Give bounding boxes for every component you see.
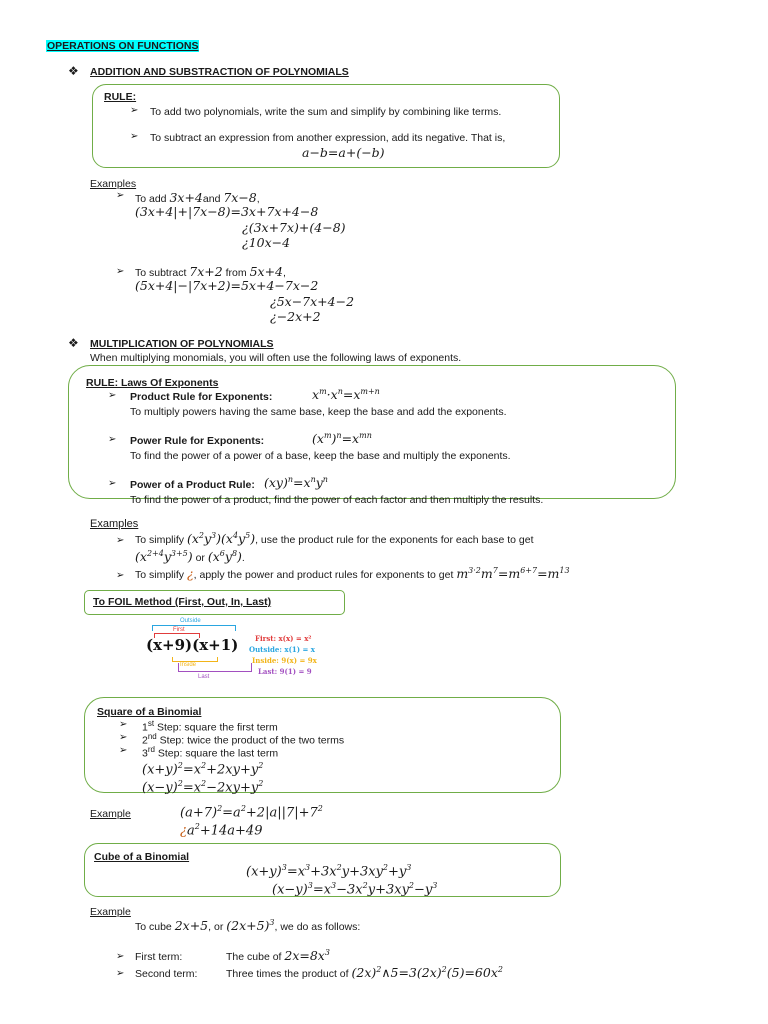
square-binomial-label: Square of a Binomial: [97, 706, 202, 718]
multiplication-intro: When multiplying monomials, you will often use the following laws of exponents.: [90, 352, 462, 364]
rule-item-subtract: To subtract an expression from another expression, add its negative. That is,: [150, 132, 506, 144]
foil-last-bracket: [178, 663, 252, 672]
arrow-bullet-icon: ➢: [130, 131, 139, 142]
arrow-bullet-icon: ➢: [108, 434, 117, 445]
product-power-rule-label: Power of a Product Rule:: [130, 479, 255, 491]
rule-laws-label: RULE: Laws Of Exponents: [86, 377, 219, 389]
cube-binomial-label: Cube of a Binomial: [94, 851, 190, 863]
rule-formula: a−b=a+(−b): [302, 145, 385, 160]
square-binomial-content: [86, 699, 557, 796]
first-term-text: The cube of $2x=8x^3$: [226, 948, 330, 964]
product-rule-desc: To multiply powers having the same base, keep the base and add the exponents.: [130, 406, 507, 418]
arrow-bullet-icon: ➢: [116, 968, 125, 979]
arrow-bullet-icon: ➢: [116, 951, 125, 962]
section-heading-add-sub: ADDITION AND SUBSTRACTION OF POLYNOMIALS: [90, 66, 349, 78]
foil-diagram: [142, 618, 342, 684]
section-heading-multiplication: MULTIPLICATION OF POLYNOMIALS: [90, 338, 274, 350]
square-example-line-1: $(a+7)^2=a^2+2|a||7|+7^2$: [180, 804, 323, 821]
power-rule-desc: To find the power of a power of a base, keep the base and multiply the exponents.: [130, 450, 511, 462]
second-term-label: Second term:: [135, 968, 198, 980]
cube-formula-sum: $(x+y)^3=x^3+3x^2y+3xy^2+y^3$: [246, 863, 412, 880]
rule-item-add: To add two polynomials, write the sum and simplify by combining like terms.: [150, 106, 502, 118]
arrow-bullet-icon: ➢: [116, 535, 125, 546]
example-sub-step-1: (5x+4|−|7x+2)=5x+4−7x−2: [135, 278, 319, 293]
power-rule-label: Power Rule for Exponents:: [130, 435, 265, 447]
arrow-bullet-icon: ➢: [108, 390, 117, 401]
arrow-bullet-icon: ➢: [116, 266, 125, 277]
examples-label: Examples: [90, 178, 137, 190]
foil-outside-bracket: [152, 625, 236, 631]
example-power-product-rule: To simplify ¿, apply the power and product rules for exponents to get $m^{3\cdot 2}m^7=m^{6+7}=m^{13}$: [135, 566, 570, 582]
rule-label: RULE:: [104, 91, 137, 103]
arrow-bullet-icon: ➢: [130, 105, 139, 116]
second-term-text: Three times the product of $(2x)^2\wedge 5=3(2x)^2(5)=60x^2$: [226, 965, 503, 981]
product-power-rule-formula: $(xy)^n=x^ny^n$: [264, 475, 328, 491]
first-term-label: First term:: [135, 951, 183, 963]
product-power-rule-desc: To find the power of a product, find the power of each factor and then multiply the results.: [130, 494, 544, 506]
foil-outside-line: Outside: x(1) = x: [249, 645, 315, 654]
example-sub-intro: To subtract 7x+2 from 5x+4,: [135, 264, 286, 279]
arrow-bullet-icon: ➢: [108, 478, 117, 489]
square-step-2: 2nd Step: twice the product of the two terms: [142, 732, 345, 747]
arrow-bullet-icon: ➢: [119, 745, 128, 756]
square-step-1: 1st Step: square the first term: [142, 719, 278, 734]
arrow-bullet-icon: ➢: [116, 190, 125, 201]
square-step-3: 3rd Step: square the last term: [142, 745, 279, 760]
product-rule-label: Product Rule for Exponents:: [130, 391, 273, 403]
cube-formula-diff: $(x-y)^3=x^3-3x^2y+3xy^2-y^3$: [272, 881, 438, 898]
foil-last-line: Last: 9(1) = 9: [258, 667, 312, 676]
example-product-rule: To simplify $(x^2y^3)(x^4y^5)$, use the product rule for the exponents for each base to get: [135, 531, 534, 547]
section-bullet-icon: ❖: [68, 64, 79, 78]
rule-box-exponents-content: [70, 367, 672, 506]
foil-expression: (x+9)(x+1): [146, 636, 239, 654]
example-add-intro: To add 3x+4and 7x−8,: [135, 190, 260, 205]
example-label: Example: [90, 808, 131, 820]
example-sub-step-2: ¿5x−7x+4−2: [270, 294, 355, 309]
arrow-bullet-icon: ➢: [119, 732, 128, 743]
example-add-step-3: ¿10x−4: [242, 235, 291, 250]
examples-label: Examples: [90, 518, 139, 530]
square-formula-sum: $(x+y)^2=x^2+2xy+y^2$: [142, 761, 264, 778]
foil-inside-line: Inside: 9(x) = 9x: [252, 656, 317, 665]
foil-last-label: Last: [198, 674, 210, 680]
section-bullet-icon: ❖: [68, 336, 79, 350]
power-rule-formula: $(x^m)^n=x^{mn}$: [312, 431, 372, 447]
page-title: OPERATIONS ON FUNCTIONS: [47, 40, 199, 52]
square-formula-diff: $(x-y)^2=x^2-2xy+y^2$: [142, 779, 264, 796]
arrow-bullet-icon: ➢: [116, 570, 125, 581]
example-label: Example: [90, 906, 131, 918]
square-example-line-2: ¿$a^2+14a+49$: [180, 822, 263, 839]
example-add-step-1: (3x+4|+|7x−8)=3x+7x+4−8: [135, 204, 319, 219]
foil-outside-label: Outside: [180, 618, 201, 624]
product-rule-formula: $x^m\cdot x^n=x^{m+n}$: [312, 387, 380, 403]
foil-inside-label: Inside: [180, 662, 197, 668]
example-product-rule-result: $(x^{2+4}y^{3+5})$ or $(x^6y^8)$.: [135, 549, 245, 565]
cube-binomial-content: [86, 845, 557, 898]
example-sub-step-3: ¿−2x+2: [270, 309, 321, 324]
arrow-bullet-icon: ➢: [119, 719, 128, 730]
cube-example-intro: To cube 2x+5, or $(2x+5)^3$, we do as follows:: [135, 918, 361, 934]
foil-first-line: First: x(x) = x²: [255, 634, 312, 643]
foil-label: To FOIL Method (First, Out, In, Last): [93, 596, 272, 608]
foil-first-label: First: [173, 627, 185, 633]
example-add-step-2: ¿(3x+7x)+(4−8): [242, 220, 346, 235]
